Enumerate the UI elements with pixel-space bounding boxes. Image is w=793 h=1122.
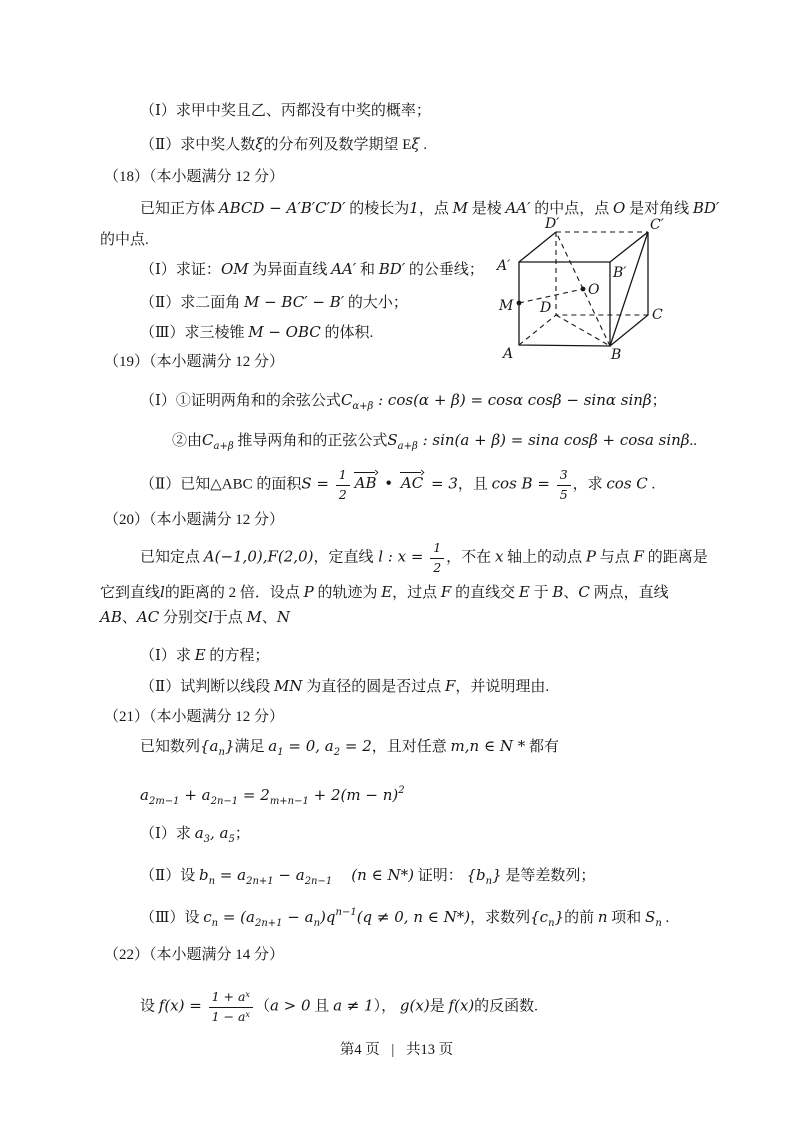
text-run: 的棱长为 [345, 201, 410, 217]
math-run: l [207, 608, 213, 626]
fraction-numerator [336, 467, 350, 486]
point-o-dot [581, 287, 586, 292]
text-run: （Ⅰ）求 [140, 648, 195, 664]
math-run: a ≠ 1 [333, 996, 374, 1015]
fraction [430, 540, 444, 576]
math-run: b [198, 866, 209, 884]
math-run: = 0, a [283, 737, 334, 755]
subscript-run: a+β [397, 441, 418, 452]
math-run: AA′ [331, 260, 357, 278]
text-line-17 [140, 644, 269, 667]
superscript-run: 2 [398, 785, 405, 796]
text-run: 的公垂线； [405, 262, 484, 278]
math-run: 2 [338, 486, 347, 502]
text-run: （19）（本小题满分 12 分） [104, 354, 285, 370]
math-run: , a [210, 824, 229, 842]
text-run: （Ⅰ）求证： [140, 262, 221, 278]
math-run: } [554, 908, 565, 926]
vertex-label-m: M [499, 298, 514, 314]
text-run: 的距离的 2 倍．设点 [164, 585, 304, 601]
math-run: l [160, 583, 165, 601]
math-run: cos C [606, 474, 648, 493]
text-run: 是对角线 [625, 201, 693, 217]
math-run: = (a [218, 908, 255, 926]
text-run: （21）（本小题满分 12 分） [104, 709, 285, 725]
math-run: BD′ [378, 260, 406, 278]
text-run: （Ⅱ）设 [140, 868, 199, 884]
math-run: m,n ∈ N * [450, 737, 526, 755]
subscript-run: n [548, 918, 555, 929]
subscript-run: α+β [352, 401, 374, 412]
text-run: 、 [563, 585, 579, 601]
math-run: M − OBC [248, 323, 321, 341]
text-run: （Ⅰ）①证明两角和的余弦公式 [140, 393, 341, 409]
text-run: ，求 [572, 476, 607, 493]
math-run: (n ∈ N*) [332, 866, 414, 884]
text-run: 与点 [596, 549, 634, 566]
math-run: F [444, 677, 456, 695]
text-line-9 [104, 351, 284, 373]
math-run: S [645, 908, 656, 926]
fraction-denominator [557, 486, 571, 504]
subscript-run: n [485, 876, 493, 887]
math-run: a [140, 786, 149, 804]
math-run: = 2 [340, 737, 372, 755]
math-run: P [585, 547, 597, 566]
text-line-8 [140, 321, 373, 344]
fraction [336, 467, 350, 503]
math-run: = 2 [238, 786, 270, 804]
text-run: 的体积. [320, 325, 374, 341]
text-line-14 [140, 540, 708, 576]
text-run: 轴上的动点 [503, 549, 586, 566]
math-run: n [597, 908, 608, 926]
math-run: A(−1,0),F(2,0) [203, 547, 314, 566]
text-run: 是棱 [467, 201, 506, 217]
fraction-numerator [209, 989, 253, 1008]
text-line-10 [140, 389, 667, 418]
vertex-label-b: B [611, 347, 622, 363]
math-run: f(x) = [158, 996, 207, 1015]
math-run: 1 + a [211, 989, 246, 1004]
text-run: 、 [261, 610, 277, 626]
text-run: 分别交 [159, 610, 208, 626]
fraction-numerator [430, 540, 444, 559]
subscript-run: 3 [203, 834, 211, 845]
math-run: + a [179, 786, 211, 804]
text-run: 的前 [564, 910, 598, 926]
fraction [209, 989, 253, 1025]
text-line-5 [100, 229, 149, 251]
text-line-13 [104, 509, 284, 531]
math-run: S [387, 431, 398, 449]
text-run: 已知定点 [140, 549, 204, 566]
text-run: 、 [121, 610, 137, 626]
math-run: (q ≠ 0, n ∈ N*) [356, 908, 471, 926]
math-run: M − BC′ − B′ [243, 293, 345, 311]
text-line-20 [140, 735, 559, 764]
subscript-run: n [655, 918, 662, 929]
text-run: 的大小； [344, 295, 408, 311]
point-m-dot [517, 301, 522, 306]
math-run: AA′ [505, 199, 531, 217]
text-line-12 [140, 467, 655, 503]
text-run: ）， [373, 998, 400, 1015]
subscript-run: n [313, 918, 321, 929]
math-run: 1 [409, 199, 419, 217]
subscript-run: n [208, 876, 216, 887]
math-run: f(x) [448, 996, 475, 1015]
text-run: ，不在 [446, 549, 495, 566]
page-total: 共13 页 [405, 1042, 454, 1058]
math-run: = [311, 474, 334, 493]
text-run: （Ⅱ）试判断以线段 [140, 679, 274, 695]
math-run: C [340, 391, 353, 409]
math-run: c [203, 908, 212, 926]
text-line-22 [140, 822, 250, 851]
text-run: ，点 [418, 201, 453, 217]
math-run: + 2(m − n) [308, 786, 399, 804]
text-run: （Ⅱ）求二面角 [140, 295, 244, 311]
math-run: 3 [559, 467, 568, 482]
text-run: 它到直线 [100, 585, 161, 601]
text-line-21 [140, 780, 405, 813]
vector-run: AB [354, 474, 377, 493]
math-run: F [440, 583, 452, 601]
text-run: 的方程； [205, 648, 270, 664]
math-run: x [494, 547, 504, 566]
subscript-run: 2n+1 [254, 918, 283, 929]
text-run: 是等差数列； [501, 868, 596, 884]
math-run: } [224, 737, 235, 755]
text-run: ，并说明理由. [455, 679, 550, 695]
math-run: N [276, 608, 291, 626]
text-line-23 [140, 864, 595, 893]
math-run: F [633, 547, 644, 566]
text-run: ②由 [172, 433, 203, 449]
math-run: OM [220, 260, 249, 278]
math-run: B [552, 583, 564, 601]
page-footer [0, 1038, 793, 1059]
subscript-run: 5 [228, 834, 235, 845]
math-run: {b [466, 866, 486, 884]
text-run: （20）（本小题满分 12 分） [104, 512, 285, 528]
math-run: {a [200, 737, 219, 755]
text-line-18 [140, 675, 549, 698]
vertex-label-c: C [652, 307, 663, 323]
text-run: . [661, 910, 670, 926]
math-run: BD′ [692, 199, 720, 217]
math-run: P [303, 583, 314, 601]
text-run: 推导两角和的正弦公式 [233, 433, 388, 449]
text-run: ，过点 [392, 585, 441, 601]
math-run: ξ [411, 135, 420, 153]
text-line-3 [104, 166, 284, 188]
text-run: 已知正方体 [140, 201, 219, 217]
text-run: （22）（本小题满分 14 分） [104, 947, 285, 963]
fraction-numerator [557, 467, 571, 486]
text-run: 都有 [525, 739, 559, 755]
subscript-run: a+β [213, 441, 234, 452]
math-run: 5 [559, 486, 568, 502]
text-run: （Ⅱ）已知△ABC 的面积 [140, 476, 302, 493]
fraction-denominator [336, 486, 350, 504]
text-run: 项和 [607, 910, 646, 926]
superscript-run: x [245, 1009, 250, 1019]
math-run: − a [282, 908, 314, 926]
text-line-1 [140, 100, 431, 122]
math-run: • [379, 474, 398, 493]
vertex-label-o: O [588, 282, 600, 298]
math-run: g(x) [399, 996, 430, 1015]
vertex-label-a: A [503, 346, 514, 362]
text-line-24 [140, 902, 669, 935]
subscript-run: 2 [333, 747, 341, 758]
text-run: ； [651, 393, 667, 409]
text-run: 为直径的圆是否过点 [302, 679, 445, 695]
text-run: 的反函数. [474, 998, 538, 1015]
vertex-label-a-prime: A′ [497, 258, 511, 274]
text-run: . [419, 137, 428, 153]
subscript-run: n [211, 918, 219, 929]
text-run: 于点 [212, 610, 247, 626]
math-run: : sin(a + β) = sina cosβ + cosa sinβ [417, 431, 690, 449]
subscript-run: 1 [277, 747, 284, 758]
math-run: 2 [433, 559, 442, 575]
text-line-16 [100, 606, 290, 629]
fraction-denominator [430, 559, 444, 577]
text-line-2 [140, 133, 427, 156]
text-run: ，求数列 [470, 910, 531, 926]
vertex-label-d-prime: D′ [545, 216, 560, 232]
cube-figure [485, 215, 675, 363]
math-run: O [613, 199, 626, 217]
text-run: 的直线交 [451, 585, 519, 601]
text-run: 满足 [234, 739, 269, 755]
vector-run: AC [400, 474, 424, 493]
text-run: 为异面直线 [248, 262, 332, 278]
math-run: ξ [255, 135, 264, 153]
math-run: C [202, 431, 214, 449]
text-run: （Ⅱ）求中奖人数 [140, 137, 256, 153]
subscript-run: 2m−1 [148, 796, 180, 807]
vertex-label-d: D [540, 300, 552, 316]
math-run: AB [100, 608, 122, 626]
fraction [557, 467, 571, 503]
subscript-run: 2n−1 [304, 876, 333, 887]
text-run: （Ⅰ）求 [140, 826, 195, 842]
footer-separator: | [391, 1042, 395, 1058]
math-run: E [381, 583, 393, 601]
math-run: − a [273, 866, 305, 884]
math-run: M [452, 199, 468, 217]
text-run: .. [689, 433, 698, 449]
math-run: cos B = [491, 474, 555, 493]
math-run: : cos(α + β) = cosα cosβ − sinα sinβ [373, 391, 652, 409]
text-run: 和 [356, 262, 379, 278]
math-run: E [194, 646, 206, 664]
fraction-denominator [209, 1008, 253, 1026]
math-run: MN [273, 677, 303, 695]
math-run: 1 [433, 540, 442, 555]
text-run: ，且 [457, 476, 492, 493]
text-run: （Ⅲ）求三棱锥 [140, 325, 249, 341]
math-run: AC [136, 608, 160, 626]
text-line-11 [172, 429, 697, 458]
math-run: 1 − a [211, 1008, 246, 1024]
text-run: ； [234, 826, 250, 842]
text-line-7 [140, 291, 408, 314]
text-line-15 [100, 581, 669, 604]
text-run: 是 [429, 998, 449, 1015]
math-run: )q [320, 908, 336, 926]
text-line-25 [104, 944, 284, 966]
math-run: S [301, 474, 312, 493]
math-run: ABCD − A′B′C′D′ [218, 199, 346, 217]
page-number: 第4 页 [339, 1042, 380, 1058]
vertex-label-b-prime: B′ [613, 265, 627, 281]
vertex-label-c-prime: C′ [650, 217, 664, 233]
math-run: a [194, 824, 204, 842]
subscript-run: m+n−1 [269, 796, 309, 807]
text-run: 证明： [413, 868, 467, 884]
text-line-6 [140, 258, 484, 281]
math-run: E [518, 583, 530, 601]
text-run: ，且对任意 [371, 739, 451, 755]
subscript-run: 2n+1 [246, 876, 274, 887]
text-run: 于 [529, 585, 553, 601]
math-run: C [578, 583, 590, 601]
text-run: 已知数列 [140, 739, 201, 755]
math-run: } [492, 866, 502, 884]
text-run: 的轨迹为 [313, 585, 382, 601]
subscript-run: 2n−1 [210, 796, 239, 807]
text-run: 的分布列及数学期望 E [263, 137, 412, 153]
math-run: M [246, 608, 262, 626]
math-run: {c [530, 908, 549, 926]
superscript-run: x [245, 990, 250, 999]
text-run: （Ⅰ）求甲中奖且乙、丙都没有中奖的概率； [140, 103, 431, 119]
math-run: a [268, 737, 278, 755]
math-run: a > 0 [269, 996, 311, 1015]
superscript-run: n−1 [335, 907, 357, 918]
text-run: 设 [140, 998, 159, 1015]
text-run: （18）（本小题满分 12 分） [104, 169, 285, 185]
text-run: （ [254, 998, 270, 1015]
text-line-26 [140, 989, 538, 1025]
text-run: . [647, 476, 656, 493]
text-run: 且 [310, 998, 334, 1015]
math-run: 1 [338, 467, 347, 482]
math-run: = 3 [426, 474, 458, 493]
text-run: （Ⅲ）设 [140, 910, 204, 926]
text-run: 的中点，点 [530, 201, 614, 217]
text-run: 两点，直线 [589, 585, 669, 601]
math-run: = a [215, 866, 247, 884]
text-line-19 [104, 706, 284, 728]
text-run: 的距离是 [643, 549, 708, 566]
text-run: 的中点. [100, 232, 149, 248]
math-run: l : x = [373, 547, 429, 566]
text-run: ，定直线 [313, 549, 374, 566]
subscript-run: n [218, 747, 225, 758]
